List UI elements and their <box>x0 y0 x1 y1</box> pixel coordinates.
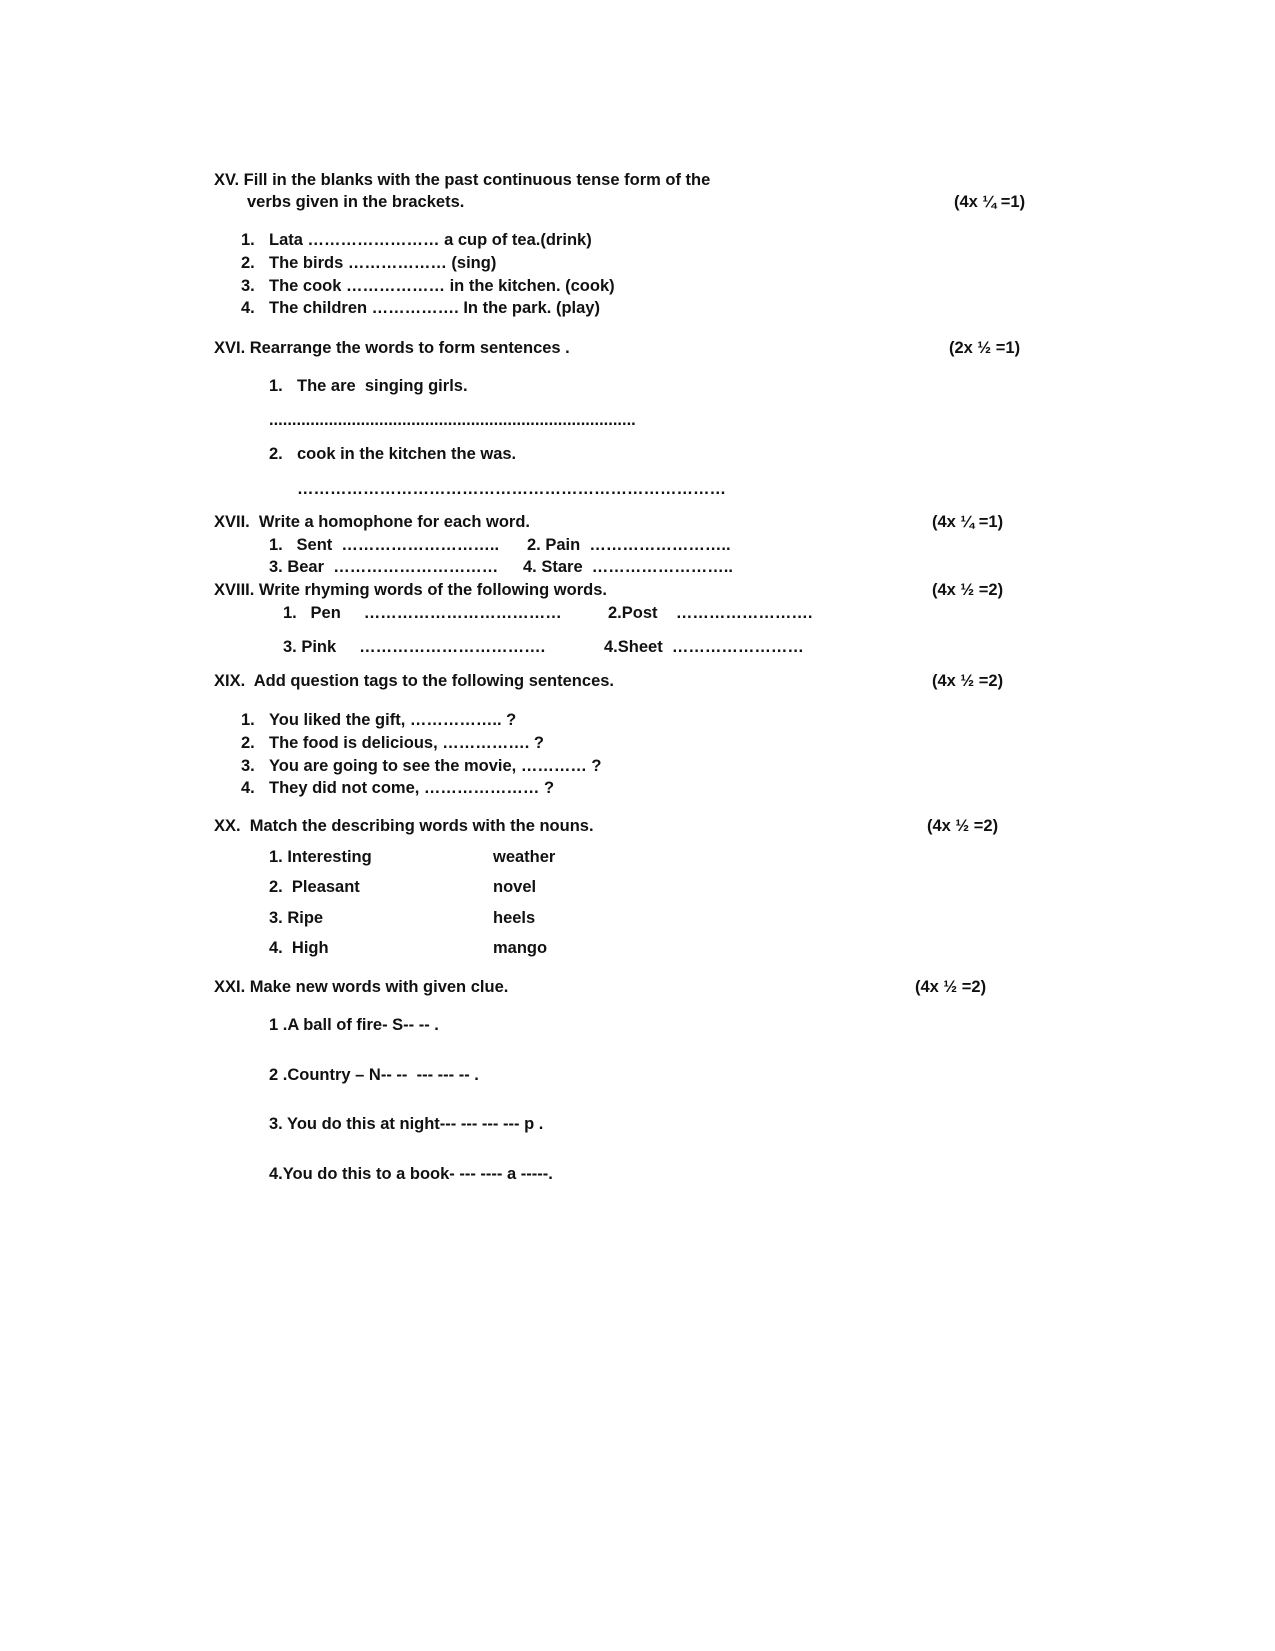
q16-answer-line: ................................................................................ <box>269 411 636 429</box>
q19-heading: XIX. Add question tags to the following sentences. <box>214 672 615 690</box>
q19-item-num: 2. <box>241 734 255 752</box>
q18-item: 1. Pen ……………………………… <box>283 604 562 622</box>
q20-right-item: heels <box>493 909 536 927</box>
q15-item-text: Lata …………………… a cup of tea.(drink) <box>269 231 592 249</box>
q19-item-text: You liked the gift, …………….. ? <box>269 711 517 729</box>
q18-marks: (4x ½ =2) <box>932 581 1004 599</box>
q15-item-num: 1. <box>241 231 255 249</box>
q20-marks: (4x ½ =2) <box>927 817 999 835</box>
q15-item-text: The cook ……………… in the kitchen. (cook) <box>269 277 615 295</box>
q19-item-num: 4. <box>241 779 255 797</box>
q21-marks: (4x ½ =2) <box>915 978 987 996</box>
q15-heading-line1: XV. Fill in the blanks with the past continuous tense form of the <box>214 171 711 189</box>
q20-left-item: 4. High <box>269 939 329 957</box>
q21-item: 4.You do this to a book- --- ---- a -----. <box>269 1165 553 1183</box>
q17-marks: (4x ¼ =1) <box>932 513 1004 531</box>
q18-item: 2.Post ……………………. <box>608 604 813 622</box>
q15-heading-line2: verbs given in the brackets. <box>247 193 465 211</box>
q18-heading: XVIII. Write rhyming words of the following words. <box>214 581 607 599</box>
q18-item: 4.Sheet …………………… <box>604 638 804 656</box>
q15-marks: (4x ¼ =1) <box>954 193 1026 211</box>
q17-item: 4. Stare …………………….. <box>523 558 733 576</box>
q17-heading: XVII. Write a homophone for each word. <box>214 513 530 531</box>
q15-item-text: The birds ……………… (sing) <box>269 254 497 272</box>
q16-item-text: cook in the kitchen the was. <box>297 445 517 463</box>
q17-item: 2. Pain …………………….. <box>527 536 731 554</box>
q20-right-item: mango <box>493 939 548 957</box>
q17-item: 1. Sent ……………………….. <box>269 536 500 554</box>
q15-item-num: 4. <box>241 299 255 317</box>
q15-item-num: 2. <box>241 254 255 272</box>
q16-answer-line: …………………………………………………………………… <box>297 480 726 498</box>
q19-item-num: 1. <box>241 711 255 729</box>
q21-item: 3. You do this at night--- --- --- --- p . <box>269 1115 544 1133</box>
q16-item-num: 1. <box>269 377 283 395</box>
q21-item: 1 .A ball of fire- S-- -- . <box>269 1016 439 1034</box>
q21-item: 2 .Country – N-- -- --- --- -- . <box>269 1066 479 1084</box>
q19-marks: (4x ½ =2) <box>932 672 1004 690</box>
q20-left-item: 3. Ripe <box>269 909 324 927</box>
q20-left-item: 1. Interesting <box>269 848 372 866</box>
q19-item-text: The food is delicious, ……………. ? <box>269 734 545 752</box>
q15-item-num: 3. <box>241 277 255 295</box>
q19-item-text: You are going to see the movie, ………… ? <box>269 757 602 775</box>
q20-heading: XX. Match the describing words with the nouns. <box>214 817 594 835</box>
q16-item-text: The are singing girls. <box>297 377 468 395</box>
q20-right-item: weather <box>493 848 556 866</box>
q21-heading: XXI. Make new words with given clue. <box>214 978 509 996</box>
q20-right-item: novel <box>493 878 537 896</box>
q18-item: 3. Pink ……………………………. <box>283 638 546 656</box>
q15-item-text: The children ……………. In the park. (play) <box>269 299 600 317</box>
q17-item: 3. Bear ………………………… <box>269 558 499 576</box>
q19-item-text: They did not come, ………………… ? <box>269 779 555 797</box>
q16-item-num: 2. <box>269 445 283 463</box>
q20-left-item: 2. Pleasant <box>269 878 360 896</box>
q16-marks: (2x ½ =1) <box>949 339 1021 357</box>
q16-heading: XVI. Rearrange the words to form sentences . <box>214 339 570 357</box>
q19-item-num: 3. <box>241 757 255 775</box>
